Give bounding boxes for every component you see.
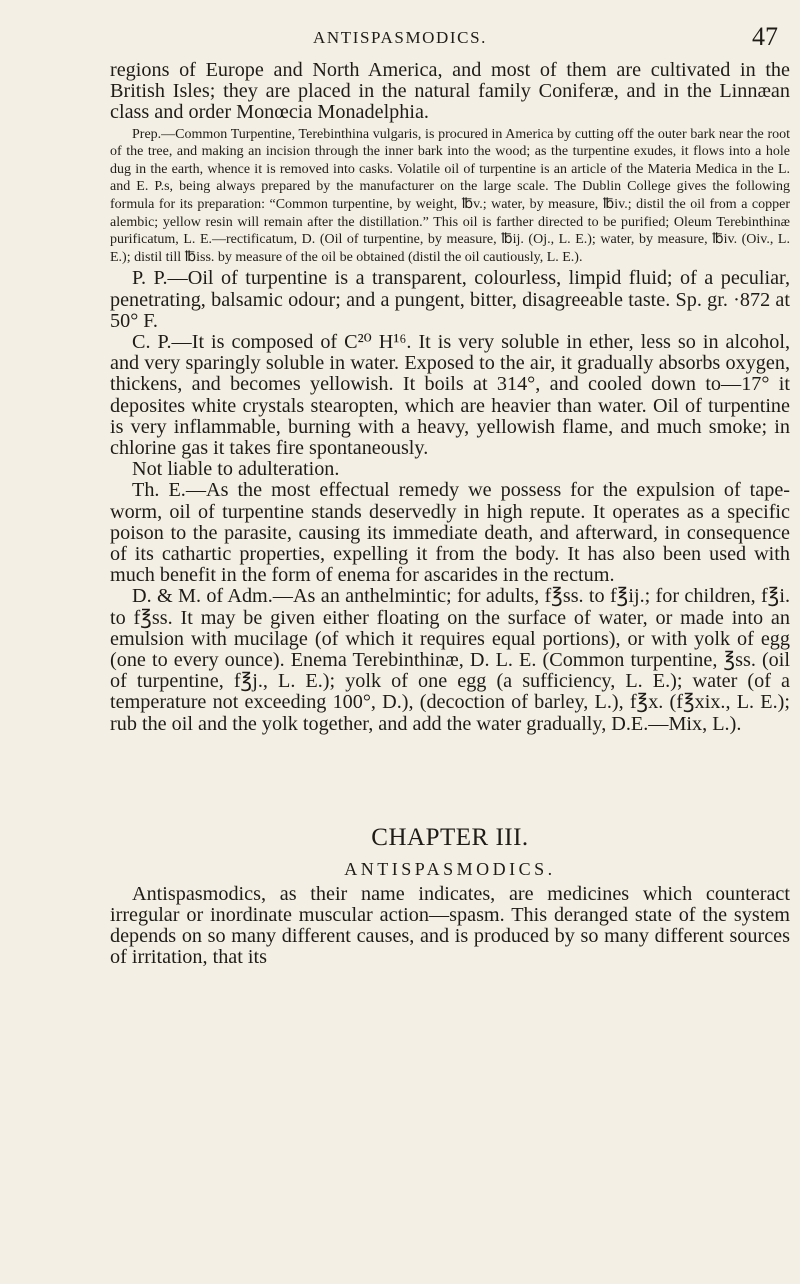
running-title: ANTISPASMODICS. [312, 28, 488, 47]
running-head [0, 20, 800, 50]
paragraph-antispasmodics-intro: Antispasmodics, as their name indicates, are medicines which counteract irregular or inordinate muscular action—spasm. This deranged state of the system depends on so many different causes, and is produced by so many different sources of irritation, that its [110, 882, 790, 969]
chapter-heading: CHAPTER III. [371, 823, 529, 851]
paragraph-preparation: Prep.—Common Turpentine, Terebinthina vulgaris, is procured in America by cutting off the outer bark near the root of the tree, and making an incision through the inner bark into the wood; as the turpentine exudes, it flows into a hole dug in the earth, whence it is removed into casks. Volatile oil of turpentine is an article of the Materia Medica in the L. and E. P.s, being always prepared by the manufacturer on the large scale. The Dublin College gives the following formula for its preparation: “Common turpentine, by weight, ℔v.; water, by measure, ℔iv.; distil the oil from a copper alembic; yellow resin will remain after the distillation.” This oil is farther directed to be purified; Oleum Terebinthinæ purificatum, L. E.—rectificatum, D. (Oil of turpentine, by measure, ℔ij. (Oj., L. E.); water, by measure, ℔iv. (Oiv., L. E.); distil till ℔iss. by measure of the oil be obtained (distil the oil cautiously, L. E.). [110, 126, 790, 265]
paragraph-coniferae: regions of Europe and North America, and most of them are cultivated in the British Isles; they are placed in the natural family Coniferæ, and in the Linnæan class and order Monœcia Monadelphia. [110, 59, 790, 124]
paragraph-adulteration: Not liable to adulteration. [132, 458, 340, 481]
chapter-subtitle: ANTISPASMODICS. [344, 858, 556, 879]
page-number: 47 [752, 22, 778, 51]
paragraph-therapeutic-effects: Th. E.—As the most effectual remedy we possess for the expulsion of tape-worm, oil of turpentine stands deservedly in high repute. It operates as a specific poison to the parasite, causing its immediate death, and afterward, in consequence of its cathartic properties, expelling it from the body. It has also been used with much benefit in the form of enema for ascarides in the rectum. [110, 479, 790, 587]
paragraph-chemical-properties: C. P.—It is composed of C²⁰ H¹⁶. It is very soluble in ether, less so in alcohol, and very sparingly soluble in water. Exposed to the air, it gradually absorbs oxygen, thickens, and becomes yellowish. It boils at 314°, and cooled down to—17° it deposites white crystals stearopten, which are heavier than water. Oil of turpentine is very inflammable, burning with a heavy, yellowish flame, and much smoke; in chlorine gas it takes fire spontaneously. [110, 330, 790, 459]
text-column [110, 60, 790, 969]
paragraph-dose-administration: D. & M. of Adm.—As an anthelmintic; for adults, f℥ss. to f℥ij.; for children, f℥i. to f℥ss. It may be given either floating on the surface of water, or made into an emulsion with mucilage (of which it requires equal portions), or with yolk of egg (one to every ounce). Enema Terebinthinæ, D. L. E. (Common turpentine, ℥ss. (oil of turpentine, f℥j., L. E.); yolk of one egg (a sufficiency, L. E.); water (of a temperature not exceeding 100°, D.), (decoction of barley, L.), f℥x. (f℥xix., L. E.); rub the oil and the yolk together, and add the water gradually, D.E.—Mix, L.). [110, 585, 790, 735]
paragraph-physical-properties: P. P.—Oil of turpentine is a transparent, colourless, limpid fluid; of a peculiar, penetrating, balsamic odour; and a pungent, bitter, disagreeable taste. Sp. gr. ·872 at 50° F. [110, 267, 790, 332]
